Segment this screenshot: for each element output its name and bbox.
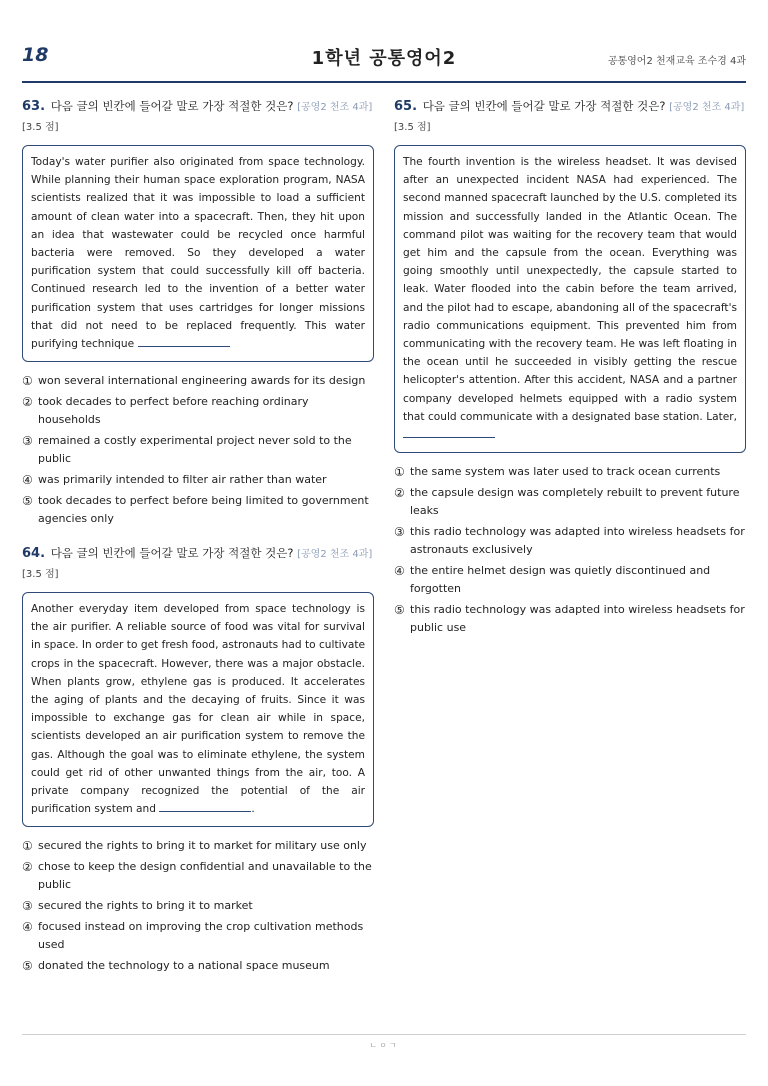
choice-list: [22, 837, 374, 975]
choice-1[interactable]: [22, 837, 374, 855]
answer-blank: [159, 801, 251, 812]
choice-number: ⑤: [22, 959, 33, 974]
question-tag: [공영2 천조 4과]: [297, 549, 373, 560]
question-points: [3.5 점]: [394, 122, 431, 133]
choice-number: ①: [394, 465, 405, 480]
choice-1[interactable]: [394, 463, 746, 481]
footer-divider: [22, 1034, 746, 1035]
question-prompt: 다음 글의 빈칸에 들어갈 말로 가장 적절한 것은?: [50, 546, 294, 560]
choice-text: remained a costly experimental project never sold to the public: [38, 434, 352, 466]
page-header: [22, 40, 746, 80]
choice-number: ①: [22, 374, 33, 389]
choice-number: ②: [22, 395, 33, 410]
question-points: [3.5 점]: [22, 122, 59, 133]
choice-2[interactable]: [22, 393, 374, 429]
passage-text: The fourth invention is the wireless headset. It was devised after an unexpected incident NASA had experienced. The second manned spacecraft launched by the U.S. completed its mission and successfully landed in the Atlantic Ocean. The command pilot was waiting for the recovery team that would get him and the capsule from the ocean. Everything was going smoothly until unexpectedly, the capsule started to leak. Water flooded into the cabin before the team arrived, and the pilot had to escape, abandoning all of the spacecraft's radio communications equipment. This prevented him from communicating with the recovery team. He was left floating in the ocean until he succeeded in visibly getting the rescue helicopter's attention. After this accident, NASA and a partner company developed helmets equipped with a radio system that could communicate with a designated base station. Later,: [403, 156, 737, 423]
header-divider: [22, 81, 746, 83]
choice-3[interactable]: [22, 897, 374, 915]
choice-text: this radio technology was adapted into wireless headsets for astronauts exclusively: [410, 525, 745, 557]
passage-box: [22, 145, 374, 362]
choice-1[interactable]: [22, 372, 374, 390]
question-tag: [공영2 천조 4과]: [669, 102, 745, 113]
question-header: [394, 97, 746, 137]
choice-5[interactable]: [394, 601, 746, 637]
choice-text: secured the rights to bring it to market: [38, 899, 253, 913]
choice-text: this radio technology was adapted into wireless headsets for public use: [410, 603, 745, 635]
choice-text: took decades to perfect before being limited to government agencies only: [38, 494, 369, 526]
question-65: [394, 97, 746, 640]
choice-2[interactable]: [22, 858, 374, 894]
footer-mark: ㄴㅇㄱ: [369, 1041, 399, 1050]
choice-list: [22, 372, 374, 528]
question-63: [22, 97, 374, 531]
choice-number: ②: [394, 486, 405, 501]
question-prompt: 다음 글의 빈칸에 들어갈 말로 가장 적절한 것은?: [422, 99, 666, 113]
question-header: [22, 97, 374, 137]
choice-3[interactable]: [394, 523, 746, 559]
passage-text: Another everyday item developed from space technology is the air purifier. A reliable source of food was vital for survival in space. In order to get fresh food, astronauts had to cultivate crops in the spacecraft. However, there was a major obstacle. When plants grow, ethylene gas is produced. It accelerates the aging of plants and the decaying of fruits. Since it was impossible to exchange gas for clean air while in space, scientists developed an air purification system to remove the gas. Although the goal was to eliminate ethylene, the system could get rid of other unwanted things from the air, too. A private company recognized the potential of the air purification system and: [31, 603, 365, 816]
question-number: 64.: [22, 546, 46, 561]
question-64: [22, 544, 374, 978]
page-number: 18: [22, 44, 49, 66]
question-prompt: 다음 글의 빈칸에 들어갈 말로 가장 적절한 것은?: [50, 99, 294, 113]
choice-text: secured the rights to bring it to market for military use only: [38, 839, 367, 853]
choice-number: ③: [22, 899, 33, 914]
choice-number: ④: [394, 564, 405, 579]
choice-text: chose to keep the design confidential and unavailable to the public: [38, 860, 372, 892]
choice-text: was primarily intended to filter air rather than water: [38, 473, 327, 487]
choice-number: ⑤: [22, 494, 33, 509]
choice-number: ③: [22, 434, 33, 449]
passage-box: [394, 145, 746, 453]
choice-number: ④: [22, 473, 33, 488]
question-points: [3.5 점]: [22, 569, 59, 580]
passage-box: [22, 592, 374, 827]
choice-text: donated the technology to a national space museum: [38, 959, 330, 973]
choice-4[interactable]: [394, 562, 746, 598]
answer-blank: [403, 427, 495, 438]
choice-3[interactable]: [22, 432, 374, 468]
question-number: 63.: [22, 99, 46, 114]
choice-number: ①: [22, 839, 33, 854]
choice-number: ⑤: [394, 603, 405, 618]
choice-text: the same system was later used to track ocean currents: [410, 465, 721, 479]
choice-text: focused instead on improving the crop cultivation methods used: [38, 920, 364, 952]
choice-4[interactable]: [22, 471, 374, 489]
choice-5[interactable]: [22, 957, 374, 975]
choice-4[interactable]: [22, 918, 374, 954]
page-title: 1학년 공통영어2: [311, 48, 457, 69]
question-number: 65.: [394, 99, 418, 114]
choice-number: ②: [22, 860, 33, 875]
passage-text: Today's water purifier also originated from space technology. While planning their human space exploration program, NASA scientists realized that it was impossible to load a sufficient amount of clean water into a spacecraft. Then, they hit upon an idea that wastewater could be recycled once harmful bacteria were removed. So they developed a water purification system that could successfully kill off bacteria. Continued research led to the invention of a better water purification system that uses cartridges for longer missions that did not need to be replaced frequently. This water purifying technique: [31, 156, 365, 351]
passage-end: .: [251, 803, 255, 816]
question-header: [22, 544, 374, 584]
choice-text: the entire helmet design was quietly discontinued and forgotten: [410, 564, 711, 596]
choice-5[interactable]: [22, 492, 374, 528]
choice-list: [394, 463, 746, 637]
choice-number: ④: [22, 920, 33, 935]
answer-blank: [138, 336, 230, 347]
choice-text: won several international engineering awards for its design: [38, 374, 366, 388]
choice-text: the capsule design was completely rebuilt to prevent future leaks: [410, 486, 740, 518]
choice-2[interactable]: [394, 484, 746, 520]
choice-number: ③: [394, 525, 405, 540]
question-tag: [공영2 천조 4과]: [297, 102, 373, 113]
page-subtitle: 공통영어2 천재교육 조수경 4과: [607, 56, 746, 67]
choice-text: took decades to perfect before reaching ordinary households: [38, 395, 309, 427]
